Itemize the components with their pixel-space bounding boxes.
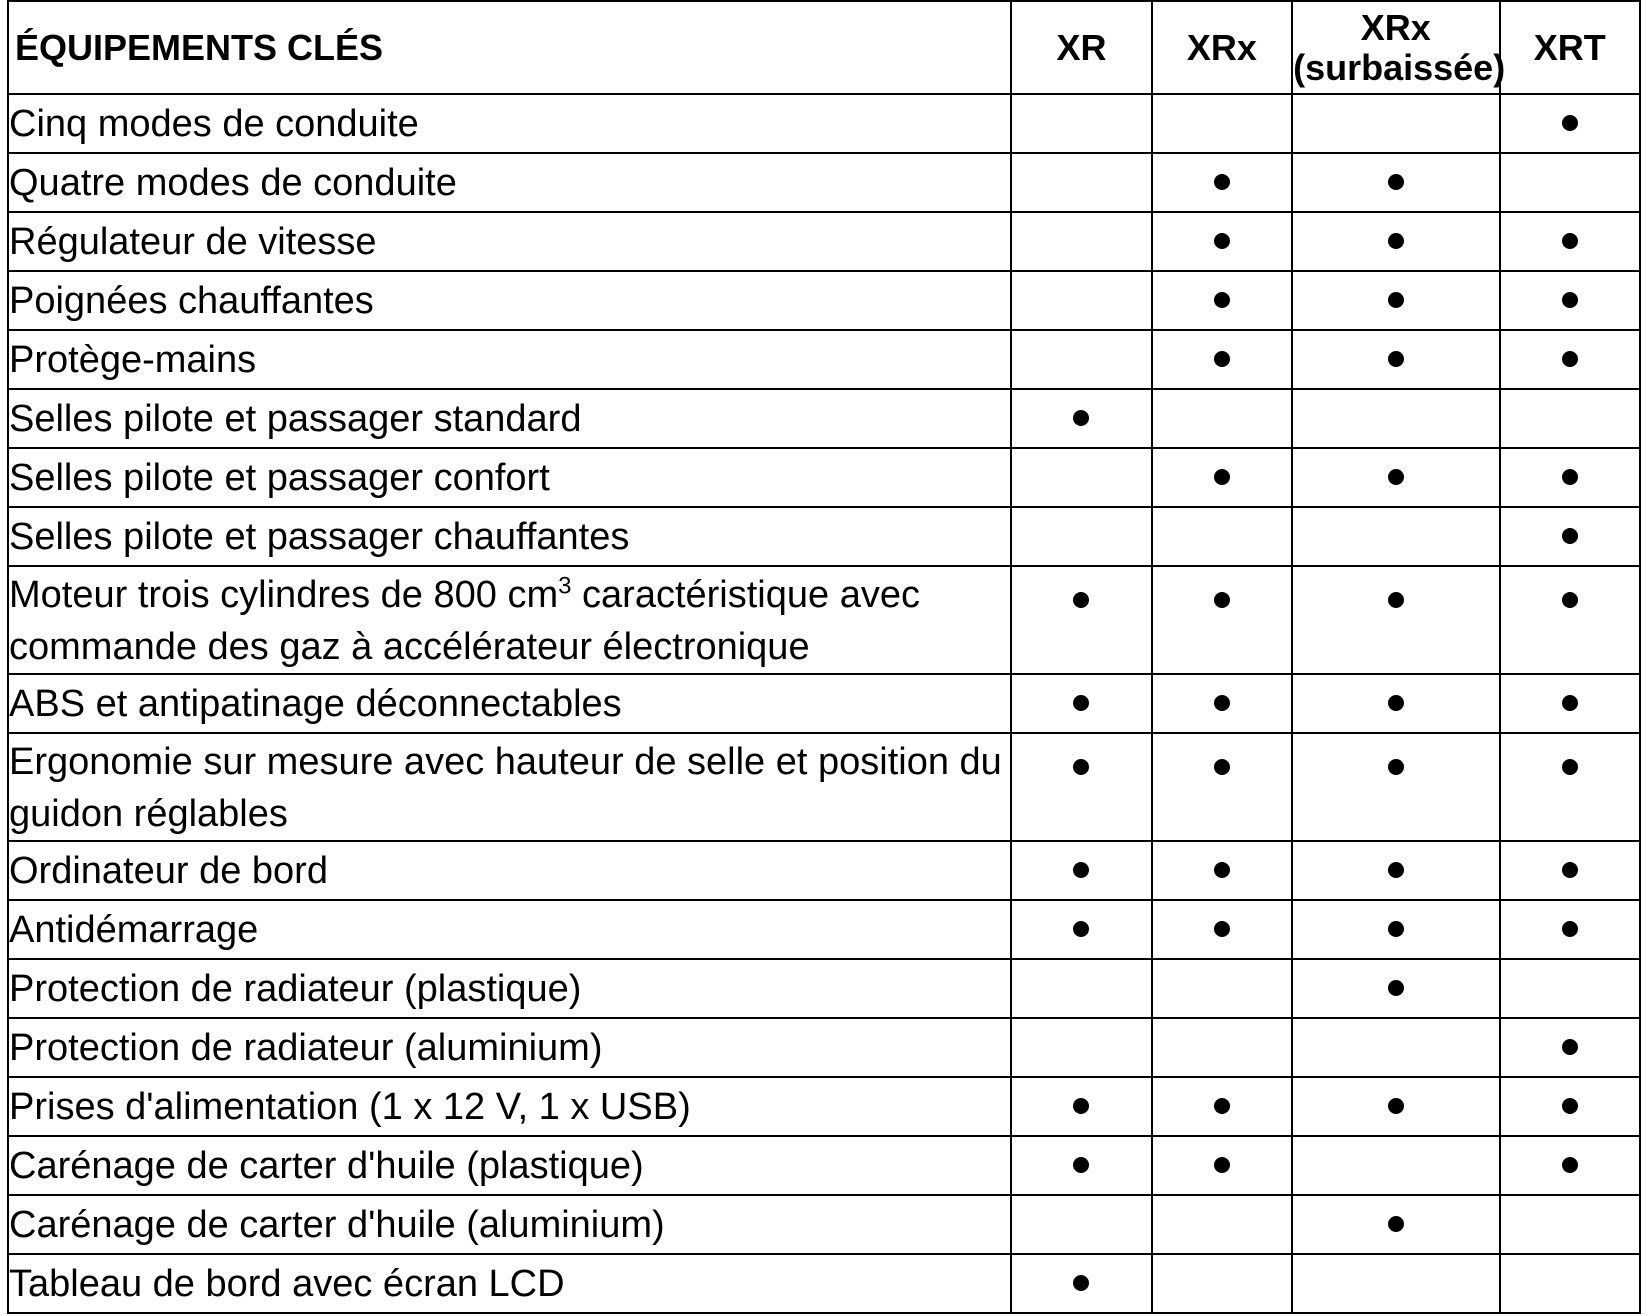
- table-row: [8, 733, 1640, 841]
- bullet-icon: [1562, 115, 1578, 131]
- cell-xrt: [1500, 1018, 1640, 1077]
- bullet-icon: [1388, 695, 1404, 711]
- cell-xrx-low: [1292, 1254, 1499, 1313]
- feature-cell: [8, 674, 1011, 733]
- bullet-icon: [1388, 759, 1404, 775]
- bullet-icon: [1388, 1098, 1404, 1114]
- cell-xrx-low: [1292, 330, 1499, 389]
- bullet-icon: [1562, 292, 1578, 308]
- bullet-icon: [1388, 351, 1404, 367]
- feature-text-part1: Moteur trois cylindres de 800 cm: [9, 574, 559, 616]
- cell-xrx: [1152, 153, 1292, 212]
- cell-xr: [1011, 1254, 1151, 1313]
- feature-cell: [8, 959, 1011, 1018]
- bullet-icon: [1562, 528, 1578, 544]
- cell-xrx: [1152, 1077, 1292, 1136]
- table-row: [8, 841, 1640, 900]
- cell-xrx-low: [1292, 733, 1499, 841]
- bullet-icon: [1073, 410, 1089, 426]
- table-row: [8, 507, 1640, 566]
- cell-xrx-low: [1292, 448, 1499, 507]
- table-row: [8, 1018, 1640, 1077]
- feature-cell: [8, 841, 1011, 900]
- cell-xrx-low: [1292, 566, 1499, 674]
- cell-xrt: [1500, 566, 1640, 674]
- feature-text: Quatre modes de conduite: [9, 161, 457, 204]
- cell-xrx-low: [1292, 1077, 1499, 1136]
- cell-xr: [1011, 674, 1151, 733]
- bullet-icon: [1214, 1157, 1230, 1173]
- bullet-icon: [1388, 1216, 1404, 1232]
- table-row: [8, 566, 1640, 674]
- bullet-icon: [1562, 592, 1578, 608]
- table-row: [8, 153, 1640, 212]
- cell-xrx: [1152, 271, 1292, 330]
- bullet-icon: [1073, 862, 1089, 878]
- bullet-icon: [1214, 921, 1230, 937]
- bullet-icon: [1214, 1098, 1230, 1114]
- cell-xrx-low: [1292, 674, 1499, 733]
- feature-cell: [8, 1254, 1011, 1313]
- feature-cell: [8, 1018, 1011, 1077]
- cell-xr: [1011, 566, 1151, 674]
- bullet-icon: [1073, 921, 1089, 937]
- feature-text: Poignées chauffantes: [9, 279, 374, 322]
- cell-xrt: [1500, 900, 1640, 959]
- bullet-icon: [1388, 233, 1404, 249]
- feature-cell: [8, 900, 1011, 959]
- feature-cell: [8, 153, 1011, 212]
- table-row: [8, 900, 1640, 959]
- cell-xrx: [1152, 1136, 1292, 1195]
- cell-xrt: [1500, 841, 1640, 900]
- feature-cell: [8, 330, 1011, 389]
- bullet-icon: [1388, 469, 1404, 485]
- bullet-icon: [1562, 469, 1578, 485]
- header-xrx-low-line2: (surbaissée): [1293, 46, 1506, 88]
- cell-xr: [1011, 330, 1151, 389]
- cell-xrt: [1500, 959, 1640, 1018]
- feature-text: Carénage de carter d'huile (aluminium): [9, 1203, 665, 1246]
- cell-xrx-low: [1292, 212, 1499, 271]
- table-row: [8, 330, 1640, 389]
- feature-text: Protection de radiateur (aluminium): [9, 1026, 603, 1069]
- table-row: [8, 1136, 1640, 1195]
- bullet-icon: [1214, 292, 1230, 308]
- table-row: [8, 1254, 1640, 1313]
- feature-cell: [8, 566, 1011, 674]
- bullet-icon: [1562, 1039, 1578, 1055]
- feature-text: Ordinateur de bord: [9, 849, 328, 892]
- bullet-icon: [1073, 759, 1089, 775]
- bullet-icon: [1073, 1157, 1089, 1173]
- cell-xrt: [1500, 1195, 1640, 1254]
- feature-cell: [8, 212, 1011, 271]
- feature-cell: [8, 1195, 1011, 1254]
- bullet-icon: [1388, 292, 1404, 308]
- header-row: [8, 1, 1640, 94]
- feature-text: Cinq modes de conduite: [9, 102, 419, 145]
- table-row: [8, 389, 1640, 448]
- feature-cell: [8, 448, 1011, 507]
- bullet-icon: [1388, 980, 1404, 996]
- cell-xrx: [1152, 959, 1292, 1018]
- feature-cell: [8, 733, 1011, 841]
- bullet-icon: [1388, 174, 1404, 190]
- cell-xr: [1011, 841, 1151, 900]
- bullet-icon: [1562, 921, 1578, 937]
- header-feature: ÉQUIPEMENTS CLÉS: [8, 1, 1011, 94]
- cell-xr: [1011, 94, 1151, 153]
- cell-xr: [1011, 959, 1151, 1018]
- cell-xr: [1011, 153, 1151, 212]
- header-xrt: XRT: [1500, 1, 1640, 94]
- cell-xrx: [1152, 212, 1292, 271]
- bullet-icon: [1214, 174, 1230, 190]
- table-body: [8, 94, 1640, 1313]
- cell-xrx-low: [1292, 1018, 1499, 1077]
- cell-xr: [1011, 900, 1151, 959]
- cell-xrt: [1500, 507, 1640, 566]
- cell-xr: [1011, 448, 1151, 507]
- cell-xr: [1011, 389, 1151, 448]
- table-row: [8, 448, 1640, 507]
- cell-xrx: [1152, 1018, 1292, 1077]
- cell-xrt: [1500, 271, 1640, 330]
- bullet-icon: [1073, 1098, 1089, 1114]
- cell-xrx: [1152, 94, 1292, 153]
- cell-xr: [1011, 212, 1151, 271]
- header-xr: XR: [1011, 1, 1151, 94]
- cell-xrt: [1500, 1136, 1640, 1195]
- feature-cell: [8, 1077, 1011, 1136]
- feature-text: Protège-mains: [9, 338, 257, 381]
- cell-xr: [1011, 1136, 1151, 1195]
- cell-xrt: [1500, 1077, 1640, 1136]
- cell-xr: [1011, 1195, 1151, 1254]
- cell-xrt: [1500, 330, 1640, 389]
- table-row: [8, 94, 1640, 153]
- cell-xrt: [1500, 733, 1640, 841]
- feature-text: Régulateur de vitesse: [9, 220, 377, 263]
- bullet-icon: [1562, 759, 1578, 775]
- feature-text: Antidémarrage: [9, 908, 259, 951]
- bullet-icon: [1562, 233, 1578, 249]
- bullet-icon: [1562, 862, 1578, 878]
- cell-xrx: [1152, 448, 1292, 507]
- cell-xrx-low: [1292, 1195, 1499, 1254]
- bullet-icon: [1073, 695, 1089, 711]
- feature-text: Carénage de carter d'huile (plastique): [9, 1144, 644, 1187]
- cell-xr: [1011, 507, 1151, 566]
- cell-xrx-low: [1292, 1136, 1499, 1195]
- feature-text: Tableau de bord avec écran LCD: [9, 1262, 565, 1305]
- cell-xrx: [1152, 733, 1292, 841]
- cell-xrx-low: [1292, 841, 1499, 900]
- cell-xrx: [1152, 389, 1292, 448]
- cell-xrx: [1152, 1254, 1292, 1313]
- cell-xrx: [1152, 330, 1292, 389]
- bullet-icon: [1562, 351, 1578, 367]
- bullet-icon: [1073, 1275, 1089, 1291]
- cell-xr: [1011, 1077, 1151, 1136]
- equipment-table: [7, 0, 1641, 1314]
- cell-xrx-low: [1292, 153, 1499, 212]
- feature-text: Selles pilote et passager standard: [9, 397, 582, 440]
- header-xrx-low-line1: XRx: [1360, 6, 1431, 48]
- bullet-icon: [1214, 862, 1230, 878]
- cell-xrx-low: [1292, 959, 1499, 1018]
- cell-xrt: [1500, 674, 1640, 733]
- bullet-icon: [1214, 759, 1230, 775]
- feature-text: Selles pilote et passager confort: [9, 456, 550, 499]
- feature-text-part2: caractéristique avec commande des gaz à accélérateur électronique: [9, 574, 920, 668]
- feature-cell: [8, 389, 1011, 448]
- bullet-icon: [1214, 695, 1230, 711]
- table-row: [8, 212, 1640, 271]
- bullet-icon: [1073, 592, 1089, 608]
- cell-xrx-low: [1292, 271, 1499, 330]
- cell-xr: [1011, 733, 1151, 841]
- cell-xrx: [1152, 674, 1292, 733]
- bullet-icon: [1214, 233, 1230, 249]
- cell-xr: [1011, 271, 1151, 330]
- cell-xrx-low: [1292, 389, 1499, 448]
- feature-text: Protection de radiateur (plastique): [9, 967, 582, 1010]
- cell-xrt: [1500, 389, 1640, 448]
- cell-xrx: [1152, 1195, 1292, 1254]
- cell-xrx-low: [1292, 900, 1499, 959]
- feature-cell: [8, 507, 1011, 566]
- cell-xr: [1011, 1018, 1151, 1077]
- feature-text: Selles pilote et passager chauffantes: [9, 515, 630, 558]
- bullet-icon: [1388, 592, 1404, 608]
- bullet-icon: [1562, 695, 1578, 711]
- bullet-icon: [1214, 469, 1230, 485]
- feature-cell: [8, 271, 1011, 330]
- bullet-icon: [1214, 592, 1230, 608]
- cell-xrt: [1500, 212, 1640, 271]
- cell-xrx: [1152, 841, 1292, 900]
- header-xrx-low: [1292, 1, 1506, 94]
- bullet-icon: [1388, 862, 1404, 878]
- feature-text: Prises d'alimentation (1 x 12 V, 1 x USB): [9, 1085, 691, 1128]
- table-row: [8, 271, 1640, 330]
- cell-xrt: [1500, 153, 1640, 212]
- feature-superscript: 3: [558, 572, 572, 600]
- table-row: [8, 1077, 1640, 1136]
- cell-xrx-low: [1292, 94, 1499, 153]
- cell-xrx: [1152, 900, 1292, 959]
- cell-xrt: [1500, 448, 1640, 507]
- feature-text: ABS et antipatinage déconnectables: [9, 682, 622, 725]
- table-row: [8, 1195, 1640, 1254]
- cell-xrt: [1500, 94, 1640, 153]
- feature-cell: [8, 1136, 1011, 1195]
- bullet-icon: [1214, 351, 1230, 367]
- bullet-icon: [1562, 1098, 1578, 1114]
- table-row: [8, 959, 1640, 1018]
- header-xrx: XRx: [1152, 1, 1292, 94]
- feature-text: Ergonomie sur mesure avec hauteur de selle et position du guidon réglables: [9, 741, 1002, 835]
- bullet-icon: [1562, 1157, 1578, 1173]
- cell-xrx: [1152, 507, 1292, 566]
- table-row: [8, 674, 1640, 733]
- bullet-icon: [1388, 921, 1404, 937]
- cell-xrx: [1152, 566, 1292, 674]
- feature-cell: [8, 94, 1011, 153]
- cell-xrt: [1500, 1254, 1640, 1313]
- cell-xrx-low: [1292, 507, 1499, 566]
